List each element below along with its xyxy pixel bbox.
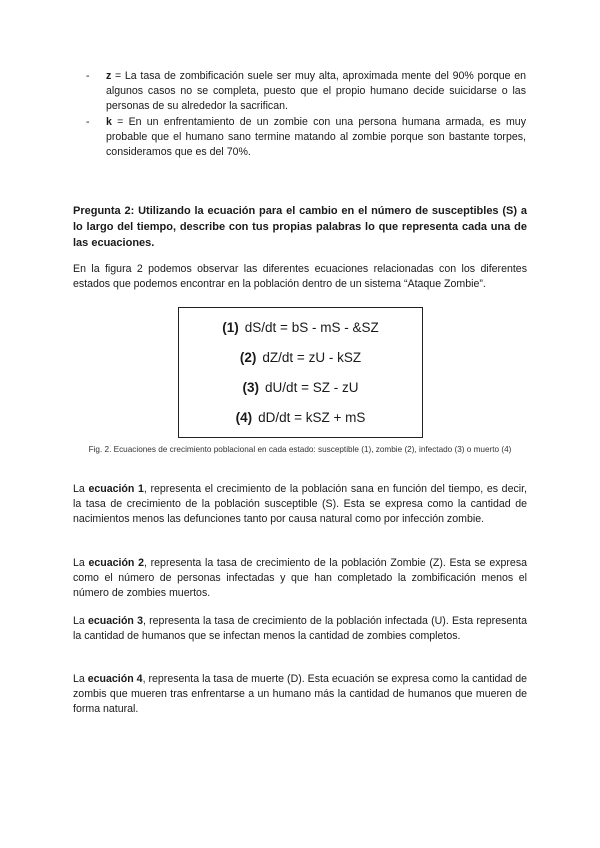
paragraph-bold-term: ecuación 1	[88, 483, 144, 495]
paragraph-equation-4	[73, 672, 527, 718]
equation-2	[179, 350, 422, 365]
paragraph-text: , representa la tasa de crecimiento de la población infectada (U). Esta representa la cantidad de humanos que se infectan menos la cantidad de zombies completos.	[73, 615, 527, 643]
equation-expression: dU/dt = SZ - zU	[265, 380, 359, 395]
paragraph-prefix: La	[73, 615, 88, 627]
paragraph-text: , representa la tasa de muerte (D). Esta ecuación se expresa como la cantidad de zombis que mueren tras enfrentarse a un humano más la cantidad de humanos que mueren de forma natural.	[73, 673, 527, 716]
paragraph-bold-term: ecuación 4	[87, 673, 143, 685]
paragraph-bold-term: ecuación 2	[88, 557, 144, 569]
paragraph-equation-2	[73, 556, 527, 602]
equation-3	[179, 380, 422, 395]
equation-number: (1)	[222, 320, 239, 335]
parameter-description: = La tasa de zombificación suele ser muy alta, aproximada mente del 90% porque en algunos casos no se completa, puesto que el propio humano decide suicidarse o las personas de su alrededor la sacrifican.	[106, 70, 526, 113]
paragraph-equation-3	[73, 614, 527, 644]
equation-number: (3)	[242, 380, 260, 395]
list-dash: -	[86, 70, 90, 82]
paragraph-text: , representa la tasa de crecimiento de la población Zombie (Z). Esta se expresa como el número de personas infectadas y que han completado la zombificación menos el número de zombies muertos.	[73, 557, 528, 600]
paragraph-bold-term: ecuación 3	[87, 615, 143, 627]
list-item-z	[86, 69, 526, 115]
figure-caption: Fig. 2. Ecuaciones de crecimiento poblacional en cada estado: susceptible (1), zombie (2), infectado (3) o muerto (4)	[88, 445, 512, 454]
paragraph-prefix: La	[73, 483, 89, 495]
question-heading	[73, 203, 527, 251]
question-text: : Utilizando la ecuación para el cambio en el número de susceptibles (S) a lo largo del tiempo, describe con tus propias palabras lo que representa cada una de las ecuaciones.	[73, 205, 527, 249]
paragraph-text: , representa el crecimiento de la población sana en función del tiempo, es decir, la tasa de crecimiento de la población susceptible (S). Esta se expresa como la cantidad de nacimientos menos las defunciones tanto por causa natural como por infección zombie.	[73, 483, 527, 526]
parameter-list	[86, 69, 526, 160]
equation-expression: dD/dt = kSZ + mS	[258, 410, 366, 425]
equations-figure	[178, 307, 423, 438]
parameter-symbol: z	[106, 70, 112, 82]
equation-expression: dZ/dt = zU - kSZ	[262, 350, 362, 365]
equation-number: (2)	[239, 350, 257, 365]
list-item-k	[86, 115, 526, 161]
list-dash: -	[86, 115, 90, 128]
equation-number: (4)	[235, 410, 253, 425]
parameter-symbol: k	[106, 115, 112, 128]
paragraph-equation-1	[73, 482, 527, 528]
paragraph-prefix: La	[73, 673, 88, 685]
equation-1	[179, 320, 422, 335]
intro-paragraph: En la figura 2 podemos observar las diferentes ecuaciones relacionadas con los diferentes estados que podemos encontrar en la población dentro de un sistema “Ataque Zombie”.	[73, 263, 527, 291]
question-lead: Pregunta 2	[73, 205, 131, 217]
equation-4	[179, 410, 422, 425]
parameter-description: = En un enfrentamiento de un zombie con una persona humana armada, es muy probable que el humano sano termine matando al zombie porque son bastante torpes, consideramos que es del 70%.	[106, 115, 526, 159]
paragraph-prefix: La	[73, 557, 89, 569]
equation-expression: dS/dt = bS - mS - &SZ	[244, 320, 379, 335]
